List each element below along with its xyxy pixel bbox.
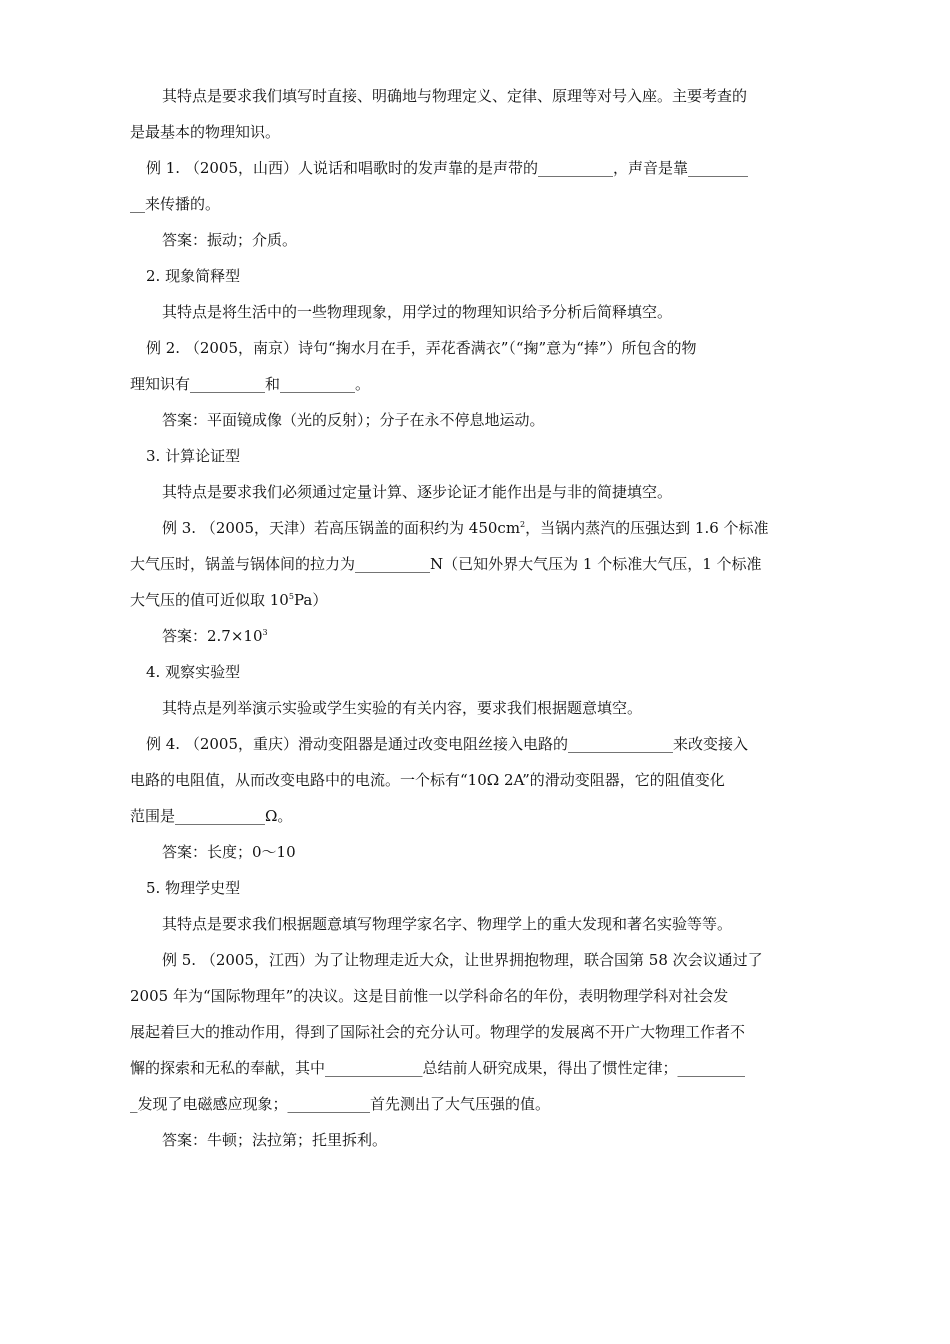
answer-2: 答案：平面镜成像（光的反射）；分子在永不停息地运动。	[162, 411, 545, 429]
example-5-line-1: 例 5. （2005，江西）为了让物理走近大众，让世界拥抱物理，联合国第 58 次会议通过了	[162, 951, 763, 969]
example-2-line-2: 理知识有__________和__________。	[130, 375, 371, 393]
intro-paragraph-line-2: 是最基本的物理知识。	[130, 123, 281, 141]
section-4-heading: 4. 观察实验型	[146, 663, 241, 681]
example-3-line-2: 大气压时，锅盖与锅体间的拉力为__________N（已知外界大气压为 1 个标准大气压，1 个标准	[130, 555, 762, 573]
example-3-text-a: 例 3. （2005，天津）若高压锅盖的面积约为 450cm	[162, 519, 521, 537]
example-3-text-d: Pa）	[293, 591, 328, 609]
section-4-description: 其特点是列举演示实验或学生实验的有关内容，要求我们根据题意填空。	[162, 699, 643, 717]
answer-3	[130, 618, 820, 654]
example-5-line-4: 懈的探索和无私的奉献，其中_____________总结前人研究成果，得出了惯性定律；_________	[130, 1059, 746, 1077]
section-2-heading: 2. 现象简释型	[146, 267, 241, 285]
answer-4: 答案：长度；0～10	[162, 843, 296, 861]
example-4-line-3: 范围是____________Ω。	[130, 807, 293, 825]
example-3-text-b: ，当锅内蒸汽的压强达到 1.6 个标准	[525, 519, 769, 537]
superscript-3: 3	[262, 628, 268, 637]
example-5-line-3: 展起着巨大的推动作用，得到了国际社会的充分认可。物理学的发展离不开广大物理工作者不	[130, 1023, 746, 1041]
example-4-line-2: 电路的电阻值，从而改变电路中的电流。一个标有“10Ω 2A”的滑动变阻器，它的阻值变化	[130, 771, 725, 789]
example-1-line-1: 例 1. （2005，山西）人说话和唱歌时的发声靠的是声带的__________，声音是靠________	[146, 159, 749, 177]
answer-1: 答案：振动；介质。	[162, 231, 298, 249]
example-2-line-1: 例 2. （2005，南京）诗句“掬水月在手，弄花香满衣”（“掬”意为“捧”）所包含的物	[146, 339, 697, 357]
section-2-description: 其特点是将生活中的一些物理现象，用学过的物理知识给予分析后简释填空。	[162, 303, 673, 321]
example-3-line-1	[130, 510, 820, 546]
superscript-2: 2	[520, 520, 526, 529]
document-page	[130, 78, 820, 1158]
answer-5: 答案：牛顿；法拉第；托里拆利。	[162, 1131, 388, 1149]
example-4-line-1: 例 4. （2005，重庆）滑动变阻器是通过改变电阻丝接入电路的______________来改变接入	[146, 735, 749, 753]
section-3-heading: 3. 计算论证型	[146, 447, 241, 465]
example-3-text-c: 大气压的值可近似取 10	[130, 591, 289, 609]
superscript-5: 5	[288, 592, 294, 601]
section-5-description: 其特点是要求我们根据题意填写物理学家名字、物理学上的重大发现和著名实验等等。	[162, 915, 733, 933]
section-5-heading: 5. 物理学史型	[146, 879, 241, 897]
answer-3-text: 答案：2.7×10	[162, 627, 263, 645]
intro-paragraph-line-1: 其特点是要求我们填写时直接、明确地与物理定义、定律、原理等对号入座。主要考查的	[162, 87, 748, 105]
example-5-line-2: 2005 年为“国际物理年”的决议。这是目前惟一以学科命名的年份，表明物理学科对社会发	[130, 987, 729, 1005]
section-3-description: 其特点是要求我们必须通过定量计算、逐步论证才能作出是与非的简捷填空。	[162, 483, 673, 501]
example-5-line-5: _发现了电磁感应现象；___________首先测出了大气压强的值。	[130, 1095, 551, 1113]
example-3-line-3	[130, 582, 820, 618]
example-1-line-2: __来传播的。	[130, 195, 221, 213]
